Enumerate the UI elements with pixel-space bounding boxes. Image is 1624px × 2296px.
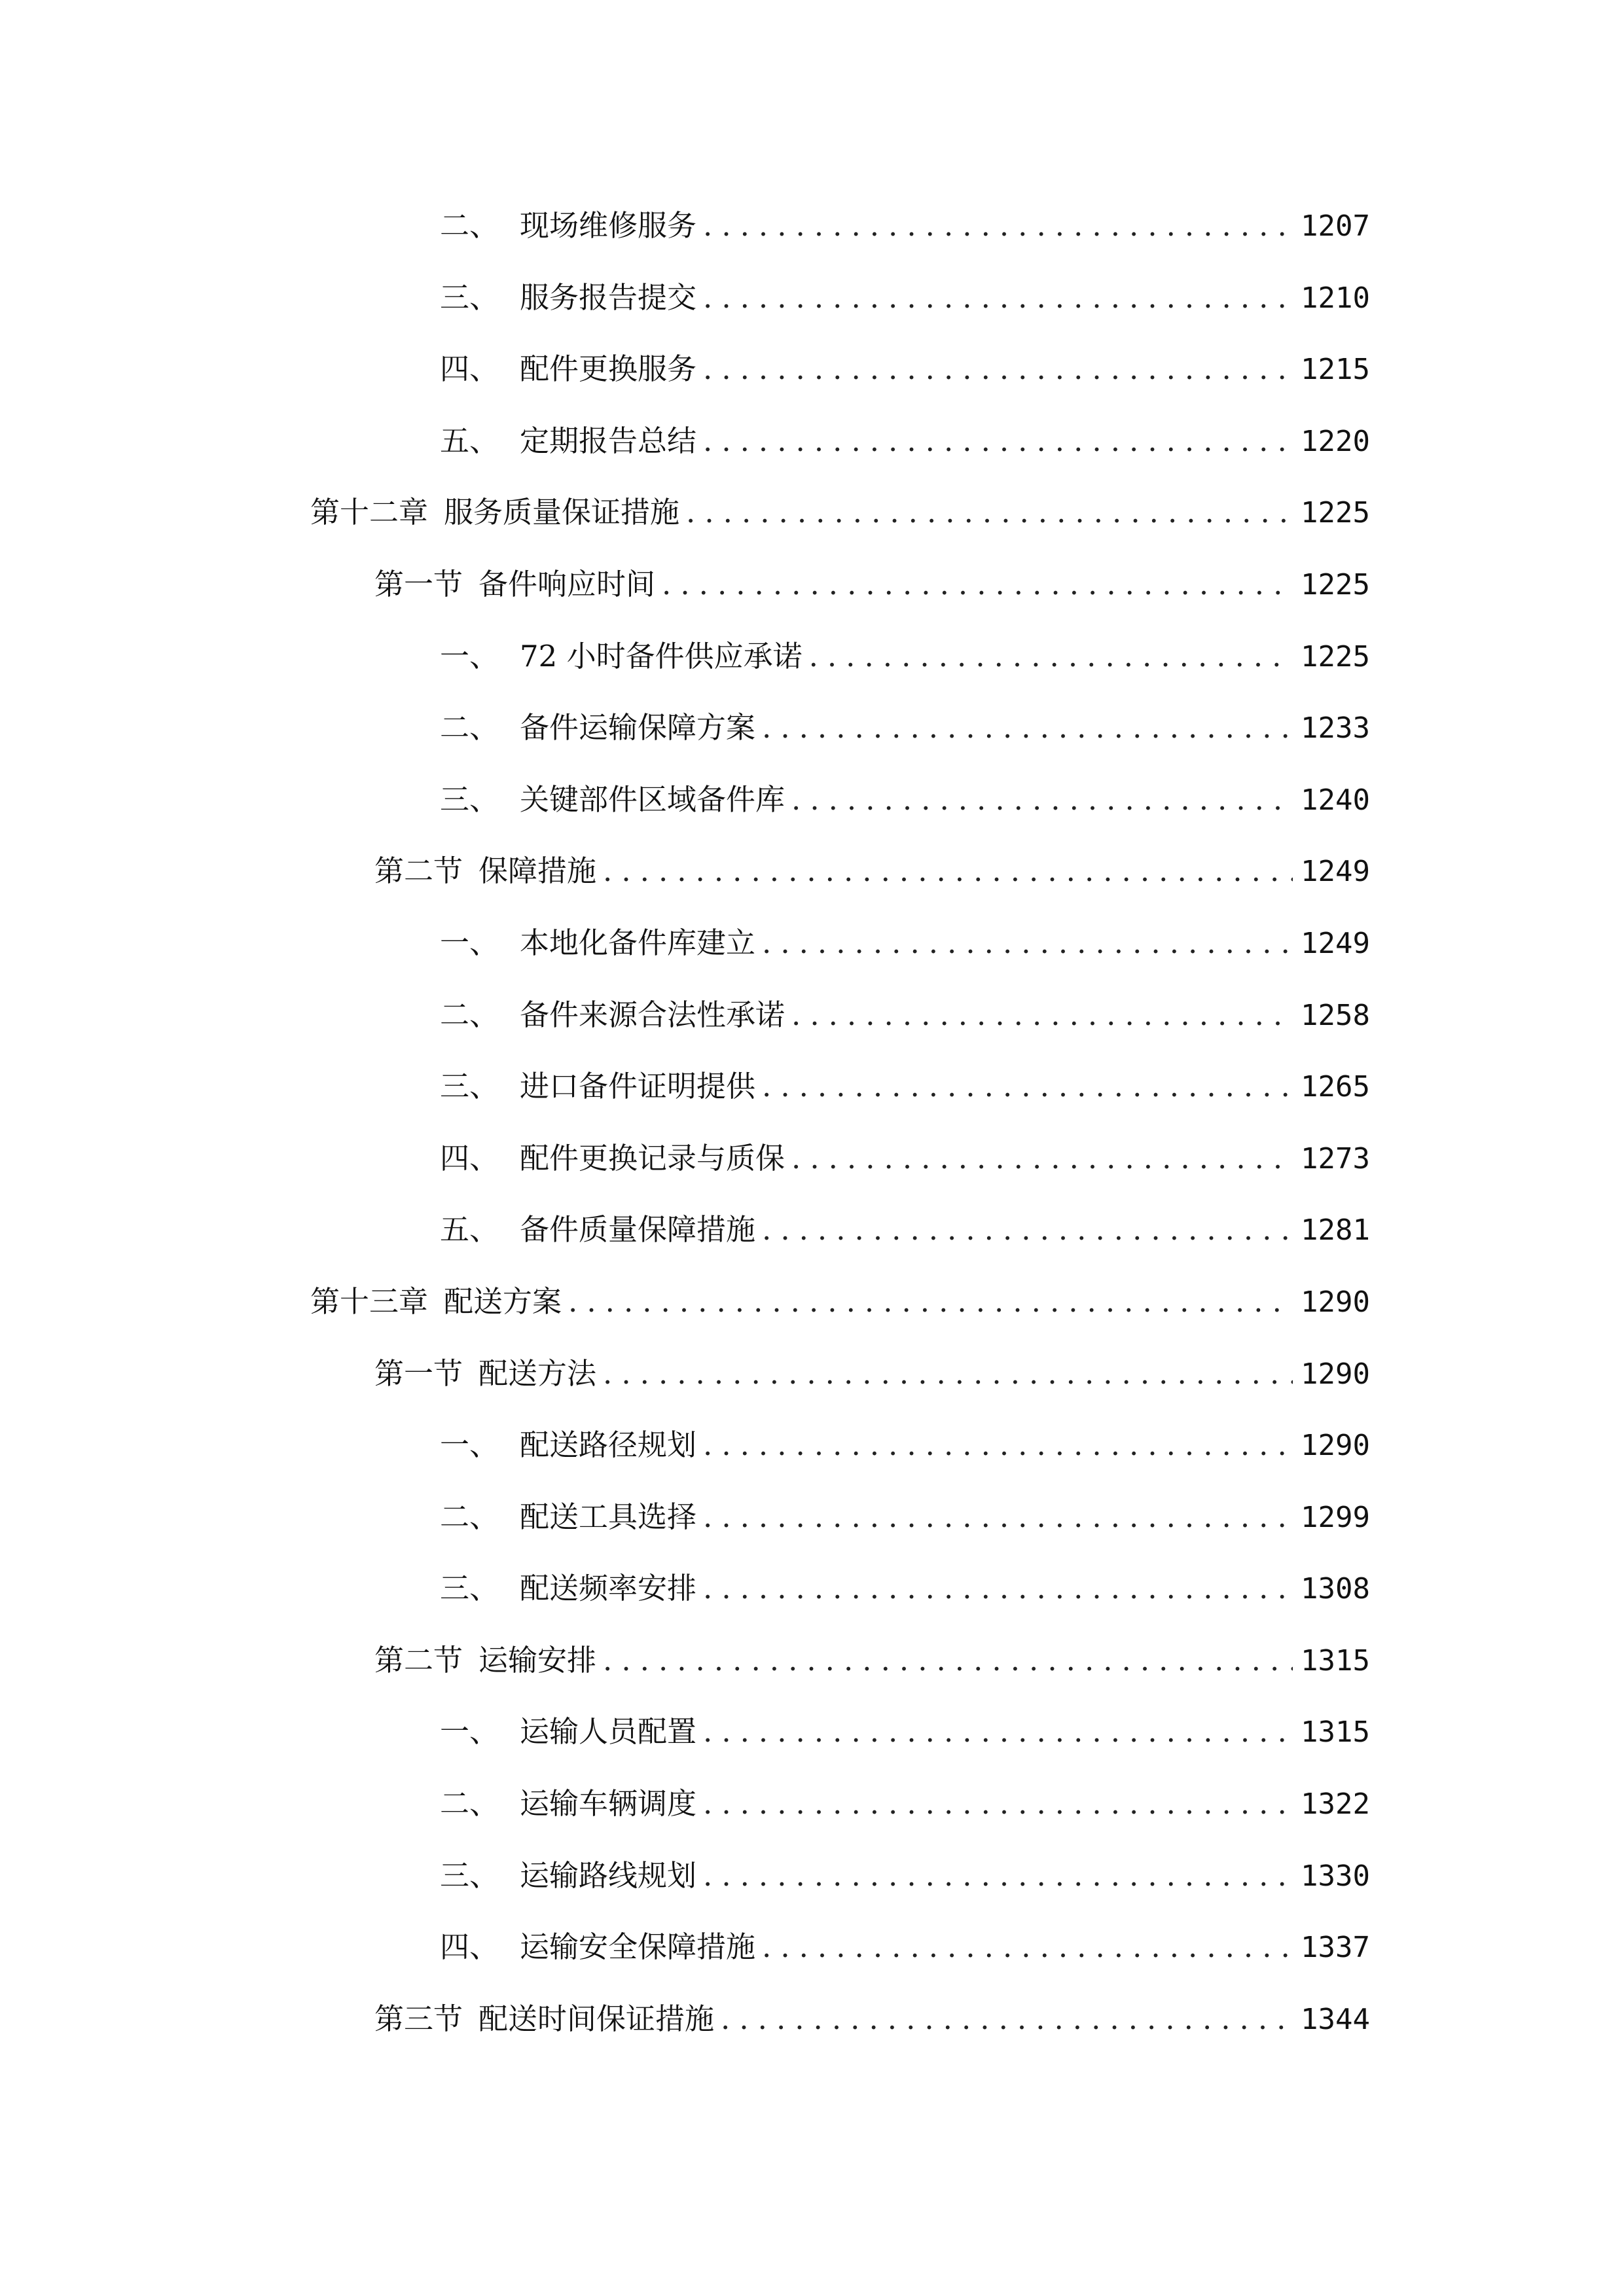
- toc-entry-number: 三、: [440, 1069, 499, 1104]
- dot-leader: [703, 1715, 1293, 1748]
- toc-section-entry[interactable]: [0, 1631, 1624, 1703]
- toc-entry-title: 配件更换服务: [520, 351, 697, 387]
- dot-leader: [703, 209, 1293, 242]
- toc-entry-page: 1273: [1301, 1141, 1370, 1175]
- toc-entry-title: 运输车辆调度: [520, 1786, 697, 1821]
- toc-entry-title: 备件质量保障措施: [520, 1212, 756, 1247]
- dot-leader: [568, 1285, 1293, 1318]
- toc-entry-title: 配件更换记录与质保: [520, 1140, 785, 1175]
- toc-entry-number: 三、: [440, 1571, 499, 1606]
- toc-entry-number: 二、: [440, 1786, 499, 1821]
- toc-entry-number: 五、: [440, 1212, 499, 1247]
- dot-leader: [762, 1213, 1293, 1246]
- toc-entry[interactable]: [0, 340, 1624, 412]
- toc-section-number: 第二节: [374, 1642, 463, 1677]
- toc-entry-title: 72 小时备件供应承诺: [520, 638, 803, 673]
- dot-leader: [703, 1859, 1293, 1892]
- toc-entry-page: 1344: [1301, 2002, 1370, 2036]
- toc-chapter-entry[interactable]: [0, 1272, 1624, 1344]
- toc-entry-page: 1249: [1301, 855, 1370, 889]
- dot-leader: [686, 496, 1293, 529]
- dot-leader: [762, 927, 1293, 960]
- toc-entry-title: 备件来源合法性承诺: [520, 997, 785, 1032]
- toc-chapter-title: 服务质量保证措施: [444, 495, 680, 530]
- toc-entry[interactable]: [0, 1057, 1624, 1129]
- toc-entry-page: 1290: [1301, 1357, 1370, 1391]
- toc-entry-title: 进口备件证明提供: [520, 1069, 756, 1104]
- toc-section-number: 第一节: [374, 1355, 463, 1391]
- toc-entry[interactable]: [0, 1702, 1624, 1774]
- toc-section-number: 第二节: [374, 853, 463, 889]
- dot-leader: [703, 1572, 1293, 1605]
- toc-entry[interactable]: [0, 1846, 1624, 1918]
- toc-entry-number: 四、: [440, 1140, 499, 1175]
- toc-entry-page: 1249: [1301, 926, 1370, 960]
- toc-entry-number: 二、: [440, 710, 499, 745]
- dot-leader: [762, 1070, 1293, 1103]
- toc-entry-page: 1210: [1301, 281, 1370, 315]
- toc-entry-page: 1315: [1301, 1715, 1370, 1749]
- toc-entry-page: 1233: [1301, 711, 1370, 745]
- toc-entry-title: 配送频率安排: [520, 1571, 697, 1606]
- toc-entry[interactable]: [0, 770, 1624, 842]
- toc-entry-number: 一、: [440, 1714, 499, 1749]
- toc-entry-title: 配送工具选择: [520, 1499, 697, 1534]
- toc-entry[interactable]: [0, 196, 1624, 268]
- toc-entry-number: 四、: [440, 351, 499, 387]
- toc-entry[interactable]: [0, 914, 1624, 986]
- toc-chapter-title: 配送方案: [444, 1283, 562, 1319]
- toc-section-number: 第三节: [374, 2001, 463, 2036]
- toc-entry-page: 1281: [1301, 1213, 1370, 1247]
- dot-leader: [762, 1931, 1293, 1964]
- toc-entry-title: 运输安全保障措施: [520, 1929, 756, 1965]
- toc-entry-page: 1225: [1301, 567, 1370, 601]
- toc-entry-page: 1225: [1301, 639, 1370, 673]
- toc-section-title: 配送时间保证措施: [478, 2001, 715, 2036]
- toc-entry-number: 一、: [440, 1427, 499, 1463]
- dot-leader: [721, 2003, 1293, 2036]
- dot-leader: [703, 353, 1293, 386]
- toc-entry-page: 1330: [1301, 1859, 1370, 1893]
- toc-entry-number: 二、: [440, 997, 499, 1032]
- dot-leader: [791, 999, 1293, 1031]
- toc-section-entry[interactable]: [0, 555, 1624, 627]
- dot-leader: [603, 1644, 1293, 1677]
- toc-entry[interactable]: [0, 1200, 1624, 1272]
- toc-entry[interactable]: [0, 986, 1624, 1058]
- toc-entry-number: 三、: [440, 279, 499, 315]
- toc-entry[interactable]: [0, 1416, 1624, 1488]
- toc-entry-page: 1290: [1301, 1285, 1370, 1319]
- toc-entry-number: 三、: [440, 781, 499, 817]
- toc-entry[interactable]: [0, 627, 1624, 699]
- toc-entry-number: 五、: [440, 423, 499, 458]
- dot-leader: [703, 281, 1293, 314]
- toc-entry-title: 服务报告提交: [520, 279, 697, 315]
- toc-section-title: 配送方法: [478, 1355, 597, 1391]
- toc-entry-number: 二、: [440, 1499, 499, 1534]
- toc-entry-page: 1258: [1301, 998, 1370, 1032]
- dot-leader: [791, 1142, 1293, 1175]
- toc-entry-page: 1322: [1301, 1787, 1370, 1821]
- table-of-contents: [0, 196, 1624, 2061]
- dot-leader: [791, 783, 1293, 816]
- toc-section-entry[interactable]: [0, 1990, 1624, 2062]
- toc-entry[interactable]: [0, 412, 1624, 484]
- toc-entry-page: 1215: [1301, 353, 1370, 387]
- toc-section-entry[interactable]: [0, 1344, 1624, 1416]
- dot-leader: [703, 1501, 1293, 1534]
- toc-entry-title: 定期报告总结: [520, 423, 697, 458]
- toc-entry-number: 一、: [440, 925, 499, 960]
- toc-entry-number: 三、: [440, 1857, 499, 1893]
- toc-entry-title: 本地化备件库建立: [520, 925, 756, 960]
- toc-entry-page: 1220: [1301, 424, 1370, 458]
- toc-entry-title: 运输路线规划: [520, 1857, 697, 1893]
- toc-entry-page: 1337: [1301, 1931, 1370, 1965]
- dot-leader: [703, 1429, 1293, 1462]
- dot-leader: [762, 711, 1293, 744]
- toc-entry-page: 1299: [1301, 1500, 1370, 1534]
- dot-leader: [809, 640, 1293, 673]
- dot-leader: [703, 425, 1293, 457]
- toc-entry-title: 关键部件区域备件库: [520, 781, 785, 817]
- toc-section-title: 保障措施: [478, 853, 597, 889]
- toc-chapter-entry[interactable]: [0, 483, 1624, 555]
- dot-leader: [703, 1787, 1293, 1820]
- toc-entry-number: 四、: [440, 1929, 499, 1965]
- toc-section-entry[interactable]: [0, 842, 1624, 914]
- toc-section-title: 运输安排: [478, 1642, 597, 1677]
- toc-entry-page: 1207: [1301, 209, 1370, 243]
- toc-section-number: 第一节: [374, 566, 463, 601]
- toc-entry[interactable]: [0, 1488, 1624, 1560]
- dot-leader: [603, 855, 1293, 888]
- toc-section-title: 备件响应时间: [478, 566, 656, 601]
- toc-entry[interactable]: [0, 698, 1624, 770]
- dot-leader: [603, 1357, 1293, 1390]
- toc-chapter-number: 第十三章: [310, 1283, 429, 1319]
- toc-entry[interactable]: [0, 268, 1624, 340]
- toc-entry-title: 现场维修服务: [520, 208, 697, 243]
- toc-entry-page: 1315: [1301, 1643, 1370, 1677]
- toc-entry-number: 二、: [440, 208, 499, 243]
- toc-entry[interactable]: [0, 1129, 1624, 1201]
- toc-entry[interactable]: [0, 1559, 1624, 1631]
- toc-entry-page: 1308: [1301, 1572, 1370, 1606]
- toc-entry-title: 备件运输保障方案: [520, 710, 756, 745]
- toc-entry-page: 1265: [1301, 1070, 1370, 1104]
- toc-entry[interactable]: [0, 1918, 1624, 1990]
- dot-leader: [662, 568, 1293, 601]
- toc-chapter-number: 第十二章: [310, 495, 429, 530]
- toc-entry-number: 一、: [440, 638, 499, 673]
- toc-entry-page: 1240: [1301, 783, 1370, 817]
- toc-entry-page: 1225: [1301, 496, 1370, 530]
- toc-entry-title: 运输人员配置: [520, 1714, 697, 1749]
- toc-entry[interactable]: [0, 1774, 1624, 1846]
- toc-entry-page: 1290: [1301, 1429, 1370, 1463]
- toc-entry-title: 配送路径规划: [520, 1427, 697, 1463]
